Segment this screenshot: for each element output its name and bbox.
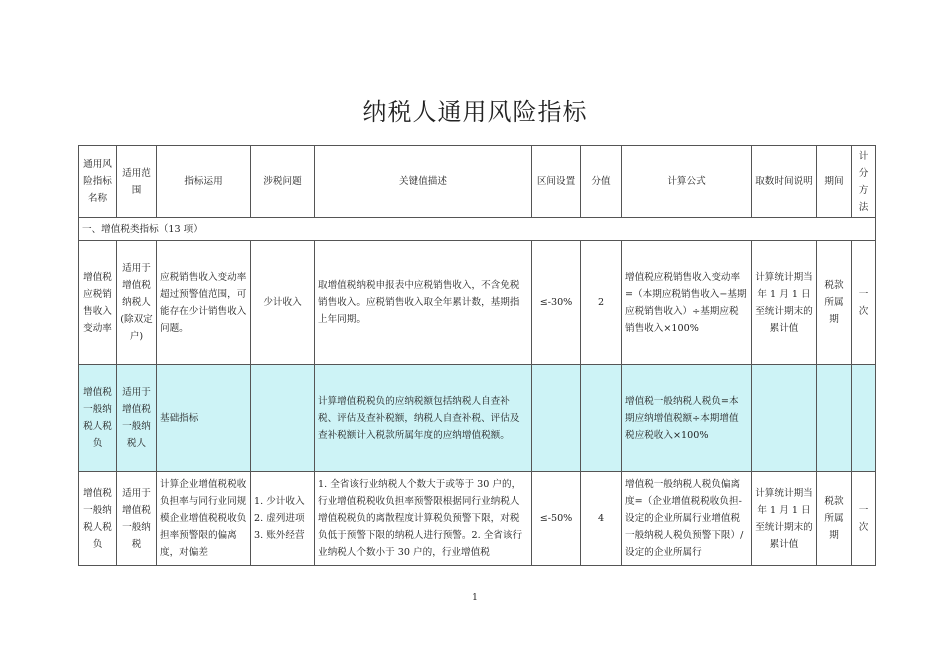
header-cell: 分值 bbox=[581, 146, 622, 218]
scope-cell: 适用于增值税一般纳税 bbox=[117, 472, 157, 566]
table-row bbox=[79, 241, 876, 365]
header-cell: 计分方法 bbox=[852, 146, 876, 218]
page-title: 纳税人通用风险指标 bbox=[362, 98, 588, 126]
header-cell: 通用风险指标名称 bbox=[79, 146, 117, 218]
page-number: 1 bbox=[472, 593, 478, 603]
method-cell: 一次 bbox=[852, 241, 876, 365]
range-cell: ≤-50% bbox=[532, 472, 581, 566]
range-cell bbox=[532, 365, 581, 472]
header-cell: 计算公式 bbox=[622, 146, 752, 218]
description-cell: 取增值税纳税申报表中应税销售收入，不含免税销售收入。应税销售收入取全年累计数，基期指上年同期。 bbox=[315, 241, 532, 365]
usage-cell: 计算企业增值税税收负担率与同行业同规模企业增值税税收负担率预警限的偏离度，对偏差 bbox=[157, 472, 251, 566]
period-cell bbox=[817, 365, 852, 472]
issue-cell bbox=[251, 472, 315, 566]
score-cell: 2 bbox=[581, 241, 622, 365]
header-cell: 涉税问题 bbox=[251, 146, 315, 218]
description-cell: 1. 全省该行业纳税人个数大于或等于 30 户的，行业增值税税收负担率预警限根据同行业纳税人增值税税负的离散程度计算税负预警下限，对税负低于预警下限的纳税人进行预警。2. 全省该行业纳税人个数小于 30 户的，行业增值税 bbox=[315, 472, 532, 566]
issue-cell: 少计收入 bbox=[251, 241, 315, 365]
formula-cell: 增值税一般纳税人税负偏离度=（企业增值税税收负担-设定的企业所属行业增值税一般纳税人税负预警下限）/设定的企业所属行 bbox=[622, 472, 752, 566]
usage-cell: 应税销售收入变动率超过预警值范围，可能存在少计销售收入问题。 bbox=[157, 241, 251, 365]
indicator-name: 增值税一般纳税人税负 bbox=[79, 365, 117, 472]
period-cell: 税款所属期 bbox=[817, 241, 852, 365]
range-cell: ≤-30% bbox=[532, 241, 581, 365]
time-cell bbox=[752, 365, 817, 472]
table-row bbox=[79, 472, 876, 566]
method-cell bbox=[852, 365, 876, 472]
period-cell: 税款所属期 bbox=[817, 472, 852, 566]
description-cell: 计算增值税税负的应纳税额包括纳税人自查补税、评估及查补税额，纳税人自查补税、评估及查补税额计入税款所属年度的应纳增值税额。 bbox=[315, 365, 532, 472]
section-row bbox=[79, 218, 876, 241]
scope-cell: 适用于增值税一般纳税人 bbox=[117, 365, 157, 472]
usage-cell: 基础指标 bbox=[157, 365, 251, 472]
issue-cell bbox=[251, 365, 315, 472]
header-cell: 取数时间说明 bbox=[752, 146, 817, 218]
risk-indicator-table bbox=[78, 145, 876, 566]
scope-cell: 适用于增值税纳税人(除双定户) bbox=[117, 241, 157, 365]
issue-item: 3. 账外经营 bbox=[254, 530, 305, 541]
issue-item: 1. 少计收入 bbox=[254, 496, 305, 507]
section-title: 一、增值税类指标（13 项） bbox=[79, 218, 876, 241]
method-cell: 一次 bbox=[852, 472, 876, 566]
issue-item: 2. 虚列进项 bbox=[254, 513, 305, 524]
time-cell: 计算统计期当年 1 月 1 日至统计期末的累计值 bbox=[752, 241, 817, 365]
table-header-row bbox=[79, 146, 876, 218]
score-cell bbox=[581, 365, 622, 472]
header-cell: 期间 bbox=[817, 146, 852, 218]
header-cell: 区间设置 bbox=[532, 146, 581, 218]
time-cell: 计算统计期当年 1 月 1 日至统计期末的累计值 bbox=[752, 472, 817, 566]
indicator-name: 增值税应税销售收入变动率 bbox=[79, 241, 117, 365]
header-cell: 关键值描述 bbox=[315, 146, 532, 218]
table-row bbox=[79, 365, 876, 472]
header-cell: 适用范围 bbox=[117, 146, 157, 218]
formula-cell: 增值税一般纳税人税负=本期应纳增值税额÷本期增值税应税收入×100% bbox=[622, 365, 752, 472]
formula-cell: 增值税应税销售收入变动率=（本期应税销售收入−基期应税销售收入）÷基期应税销售收入×100% bbox=[622, 241, 752, 365]
score-cell: 4 bbox=[581, 472, 622, 566]
header-cell: 指标运用 bbox=[157, 146, 251, 218]
indicator-name: 增值税一般纳税人税负 bbox=[79, 472, 117, 566]
